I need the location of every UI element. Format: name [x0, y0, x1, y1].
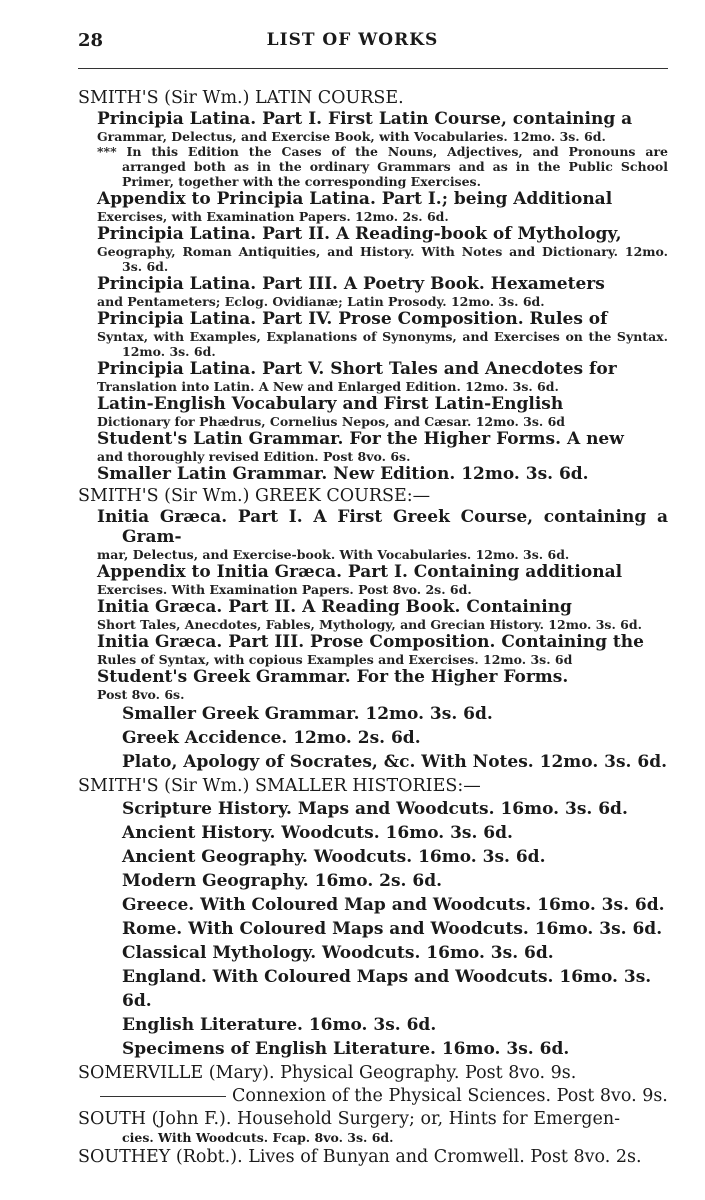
history-item: Ancient Geography. Woodcuts. 16mo. 3s. 6d. [122, 847, 546, 867]
entry-desc: Dictionary for Phædrus, Cornelius Nepos, and Cæsar. 12mo. 3s. 6d [97, 414, 566, 429]
entry-student-latin-grammar [78, 429, 668, 464]
entry-desc: Syntax, with Examples, Explanations of Synonyms, and Exercises on the Syntax. 12mo. 3s. 6d. [97, 329, 668, 359]
ditto-rule [100, 1096, 226, 1097]
entry-smaller-greek-grammar: Smaller Greek Grammar. 12mo. 3s. 6d. [122, 704, 493, 724]
entry-title: Smaller Latin Grammar. New Edition. 12mo. 3s. 6d. [97, 464, 589, 484]
entry-desc: Geography, Roman Antiquities, and History. With Notes and Dictionary. 12mo. 3s. 6d. [97, 244, 668, 274]
entry-title: Principia Latina. Part III. A Poetry Book. Hexameters [97, 274, 605, 294]
page-number: 28 [78, 30, 104, 51]
history-item: Rome. With Coloured Maps and Woodcuts. 16mo. 3s. 6d. [122, 919, 663, 939]
entry-desc: Post 8vo. 6s. [97, 687, 185, 702]
entry-desc: Rules of Syntax, with copious Examples and Exercises. 12mo. 3s. 6d [97, 652, 573, 667]
entry-principia-5 [78, 359, 668, 394]
entry-somerville: SOMERVILLE (Mary). Physical Geography. Post 8vo. 9s. [78, 1063, 577, 1083]
entry-principia-2 [78, 224, 668, 274]
entry-principia-4 [78, 309, 668, 359]
history-item: Scripture History. Maps and Woodcuts. 16mo. 3s. 6d. [122, 799, 628, 819]
entry-title: Initia Græca. Part II. A Reading Book. Containing [97, 597, 572, 617]
entry-title: Appendix to Principia Latina. Part I.; being Additional [97, 189, 613, 209]
entry-title: Principia Latina. Part I. First Latin Course, containing a [97, 109, 633, 129]
header-rule [78, 68, 668, 69]
entry-title: Principia Latina. Part IV. Prose Composition. Rules of [97, 309, 608, 329]
entry-plato-apology: Plato, Apology of Socrates, &c. With Notes. 12mo. 3s. 6d. [122, 752, 668, 772]
entry-title: Initia Græca. Part I. A First Greek Course, containing a Gram- [97, 507, 668, 547]
smaller-histories-heading: SMITH'S (Sir Wm.) SMALLER HISTORIES:— [78, 776, 481, 796]
entry-desc: Short Tales, Anecdotes, Fables, Mythology, and Grecian History. 12mo. 3s. 6d. [97, 617, 642, 632]
entry-connexion-text: Connexion of the Physical Sciences. Post 8vo. 9s. [232, 1086, 668, 1106]
entry-initia-2 [78, 597, 668, 632]
entry-note: *** In this Edition the Cases of the Nouns, Adjectives, and Pronouns are arranged both as in the ordinary Grammars and as in the Public School Primer, together with the corresponding Exercises. [97, 144, 668, 189]
entry-title: Appendix to Initia Græca. Part I. Containing additional [97, 562, 623, 582]
history-item: Ancient History. Woodcuts. 16mo. 3s. 6d. [122, 823, 513, 843]
history-item: English Literature. 16mo. 3s. 6d. [122, 1015, 437, 1035]
entry-southey: SOUTHEY (Robt.). Lives of Bunyan and Cromwell. Post 8vo. 2s. [78, 1147, 642, 1167]
entry-south: SOUTH (John F.). Household Surgery; or, Hints for Emergen- [78, 1109, 621, 1129]
entry-desc: Exercises, with Examination Papers. 12mo. 2s. 6d. [97, 209, 449, 224]
entry-title: Principia Latina. Part II. A Reading-book of Mythology, [97, 224, 622, 244]
entry-desc: mar, Delectus, and Exercise-book. With Vocabularies. 12mo. 3s. 6d. [97, 547, 570, 562]
entry-latin-dictionary [78, 394, 668, 429]
entry-desc: and thoroughly revised Edition. Post 8vo. 6s. [97, 449, 411, 464]
entry-title: Latin-English Vocabulary and First Latin-English [97, 394, 564, 414]
entry-desc: and Pentameters; Eclog. Ovidianæ; Latin Prosody. 12mo. 3s. 6d. [97, 294, 545, 309]
entry-title: Initia Græca. Part III. Prose Composition. Containing the [97, 632, 644, 652]
entry-desc: Translation into Latin. A New and Enlarged Edition. 12mo. 3s. 6d. [97, 379, 559, 394]
history-item: England. With Coloured Maps and Woodcuts. 16mo. 3s. 6d. [122, 967, 652, 1011]
entry-appendix-greek [78, 562, 668, 597]
entry-initia-1 [78, 507, 668, 562]
greek-course-heading: SMITH'S (Sir Wm.) GREEK COURSE:— [78, 486, 431, 506]
history-item: Greece. With Coloured Map and Woodcuts. 16mo. 3s. 6d. [122, 895, 665, 915]
entry-desc: Exercises. With Examination Papers. Post 8vo. 2s. 6d. [97, 582, 472, 597]
entry-connexion [78, 1086, 668, 1107]
works-list [78, 86, 668, 1168]
running-title: LIST OF WORKS [266, 30, 439, 50]
entry-title: Student's Greek Grammar. For the Higher Forms. [97, 667, 569, 687]
entry-title: Principia Latina. Part V. Short Tales and Anecdotes for [97, 359, 617, 379]
history-item: Modern Geography. 16mo. 2s. 6d. [122, 871, 443, 891]
entry-appendix-latin [78, 189, 668, 224]
history-item: Specimens of English Literature. 16mo. 3s. 6d. [122, 1039, 570, 1059]
entry-initia-3 [78, 632, 668, 667]
entry-smaller-latin-grammar [78, 464, 668, 484]
entry-south-desc: cies. With Woodcuts. Fcap. 8vo. 3s. 6d. [122, 1130, 394, 1145]
latin-course-heading: SMITH'S (Sir Wm.) LATIN COURSE. [78, 88, 404, 108]
entry-desc: Grammar, Delectus, and Exercise Book, with Vocabularies. 12mo. 3s. 6d. [97, 129, 606, 144]
history-item: Classical Mythology. Woodcuts. 16mo. 3s. 6d. [122, 943, 554, 963]
entry-principia-3 [78, 274, 668, 309]
entry-greek-accidence: Greek Accidence. 12mo. 2s. 6d. [122, 728, 421, 748]
entry-student-greek-grammar [78, 667, 668, 702]
entry-principia-1 [78, 109, 668, 189]
entry-title: Student's Latin Grammar. For the Higher Forms. A new [97, 429, 624, 449]
